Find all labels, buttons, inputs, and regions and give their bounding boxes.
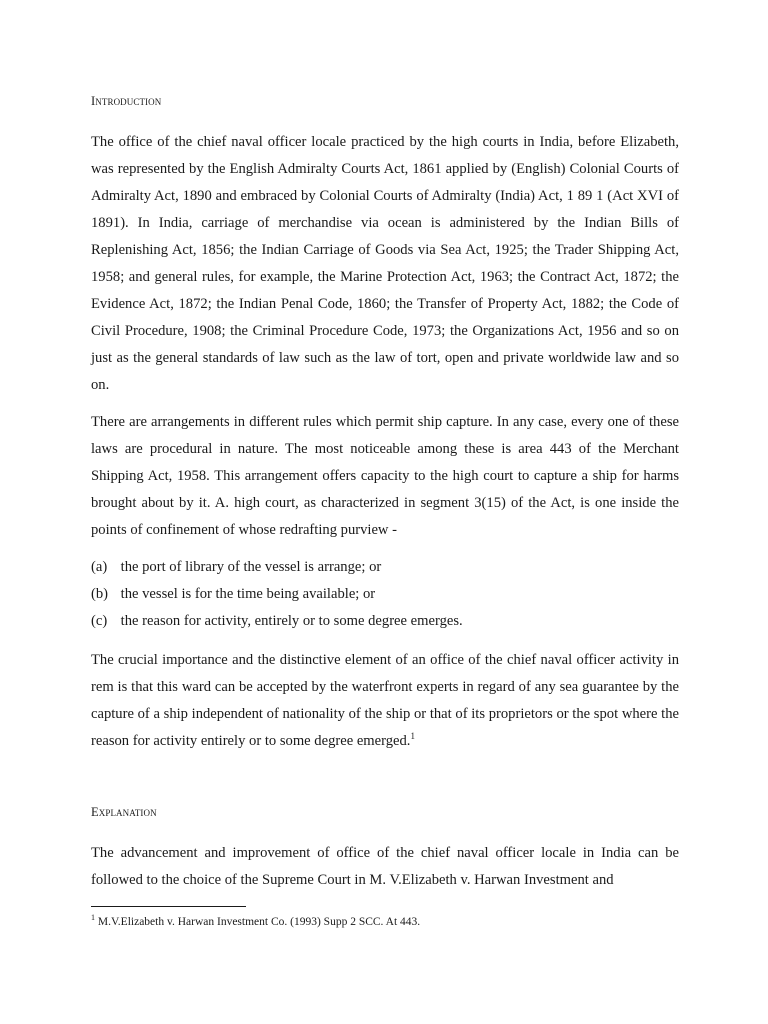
footnote-text: M.V.Elizabeth v. Harwan Investment Co. (1993) Supp 2 SCC. At 443. bbox=[95, 916, 421, 928]
list-item bbox=[91, 608, 679, 635]
list-marker: (b) bbox=[91, 586, 109, 602]
list-item-text: the vessel is for the time being available; or bbox=[120, 586, 376, 602]
introduction-paragraph-2: There are arrangements in different rules which permit ship capture. In any case, every one of these laws are procedural in nature. The most noticeable among these is area 443 of the Merchant Shipping Act, 1958. This arrangement offers capacity to the high court to capture a ship for harms brought about by it. A. high court, as characterized in segment 3(15) of the Act, is one inside the points of confinement of whose redrafting purview - bbox=[91, 414, 679, 538]
list-item bbox=[91, 554, 679, 581]
list-marker: (a) bbox=[91, 559, 108, 575]
document-page bbox=[91, 88, 679, 904]
footnote bbox=[91, 914, 679, 930]
list-item-text: the reason for activity, entirely or to some degree emerges. bbox=[120, 613, 463, 629]
list-marker: (c) bbox=[91, 613, 108, 629]
jurisdiction-list bbox=[91, 554, 679, 635]
section-heading-explanation: Explanation bbox=[91, 805, 157, 819]
list-item bbox=[91, 581, 679, 608]
introduction-paragraph-3-text: The crucial importance and the distinctive element of an office of the chief naval officer activity in rem is that this ward can be accepted by the waterfront experts in regard of any sea guarantee by the capture of a ship independent of nationality of the ship or that of its proprietors or the spot where the reason for activity entirely or to some degree emerged. bbox=[91, 652, 679, 749]
footnote-reference[interactable]: 1 bbox=[410, 731, 415, 742]
introduction-paragraph-3 bbox=[91, 647, 679, 755]
footnote-number: 1 bbox=[91, 913, 95, 923]
explanation-paragraph-1: The advancement and improvement of office of the chief naval officer locale in India can be followed to the choice of the Supreme Court in M. V.Elizabeth v. Harwan Investment and bbox=[91, 845, 679, 888]
section-heading-introduction: Introduction bbox=[91, 94, 162, 108]
introduction-paragraph-1: The office of the chief naval officer locale practiced by the high courts in India, before Elizabeth, was represented by the English Admiralty Courts Act, 1861 applied by (English) Colonial Courts of Admiralty Act, 1890 and embraced by Colonial Courts of Admiralty (India) Act, 1 89 1 (Act XVI of 1891). In India, carriage of merchandise via ocean is administered by the Indian Bills of Replenishing Act, 1856; the Indian Carriage of Goods via Sea Act, 1925; the Trader Shipping Act, 1958; and general rules, for example, the Marine Protection Act, 1963; the Contract Act, 1872; the Evidence Act, 1872; the Indian Penal Code, 1860; the Transfer of Property Act, 1882; the Code of Civil Procedure, 1908; the Criminal Procedure Code, 1973; the Organizations Act, 1956 and so on just as the general standards of law such as the law of tort, open and private worldwide law and so on. bbox=[91, 134, 679, 393]
section-spacer bbox=[91, 765, 679, 799]
footnote-divider bbox=[91, 906, 246, 907]
list-item-text: the port of library of the vessel is arrange; or bbox=[120, 559, 382, 575]
